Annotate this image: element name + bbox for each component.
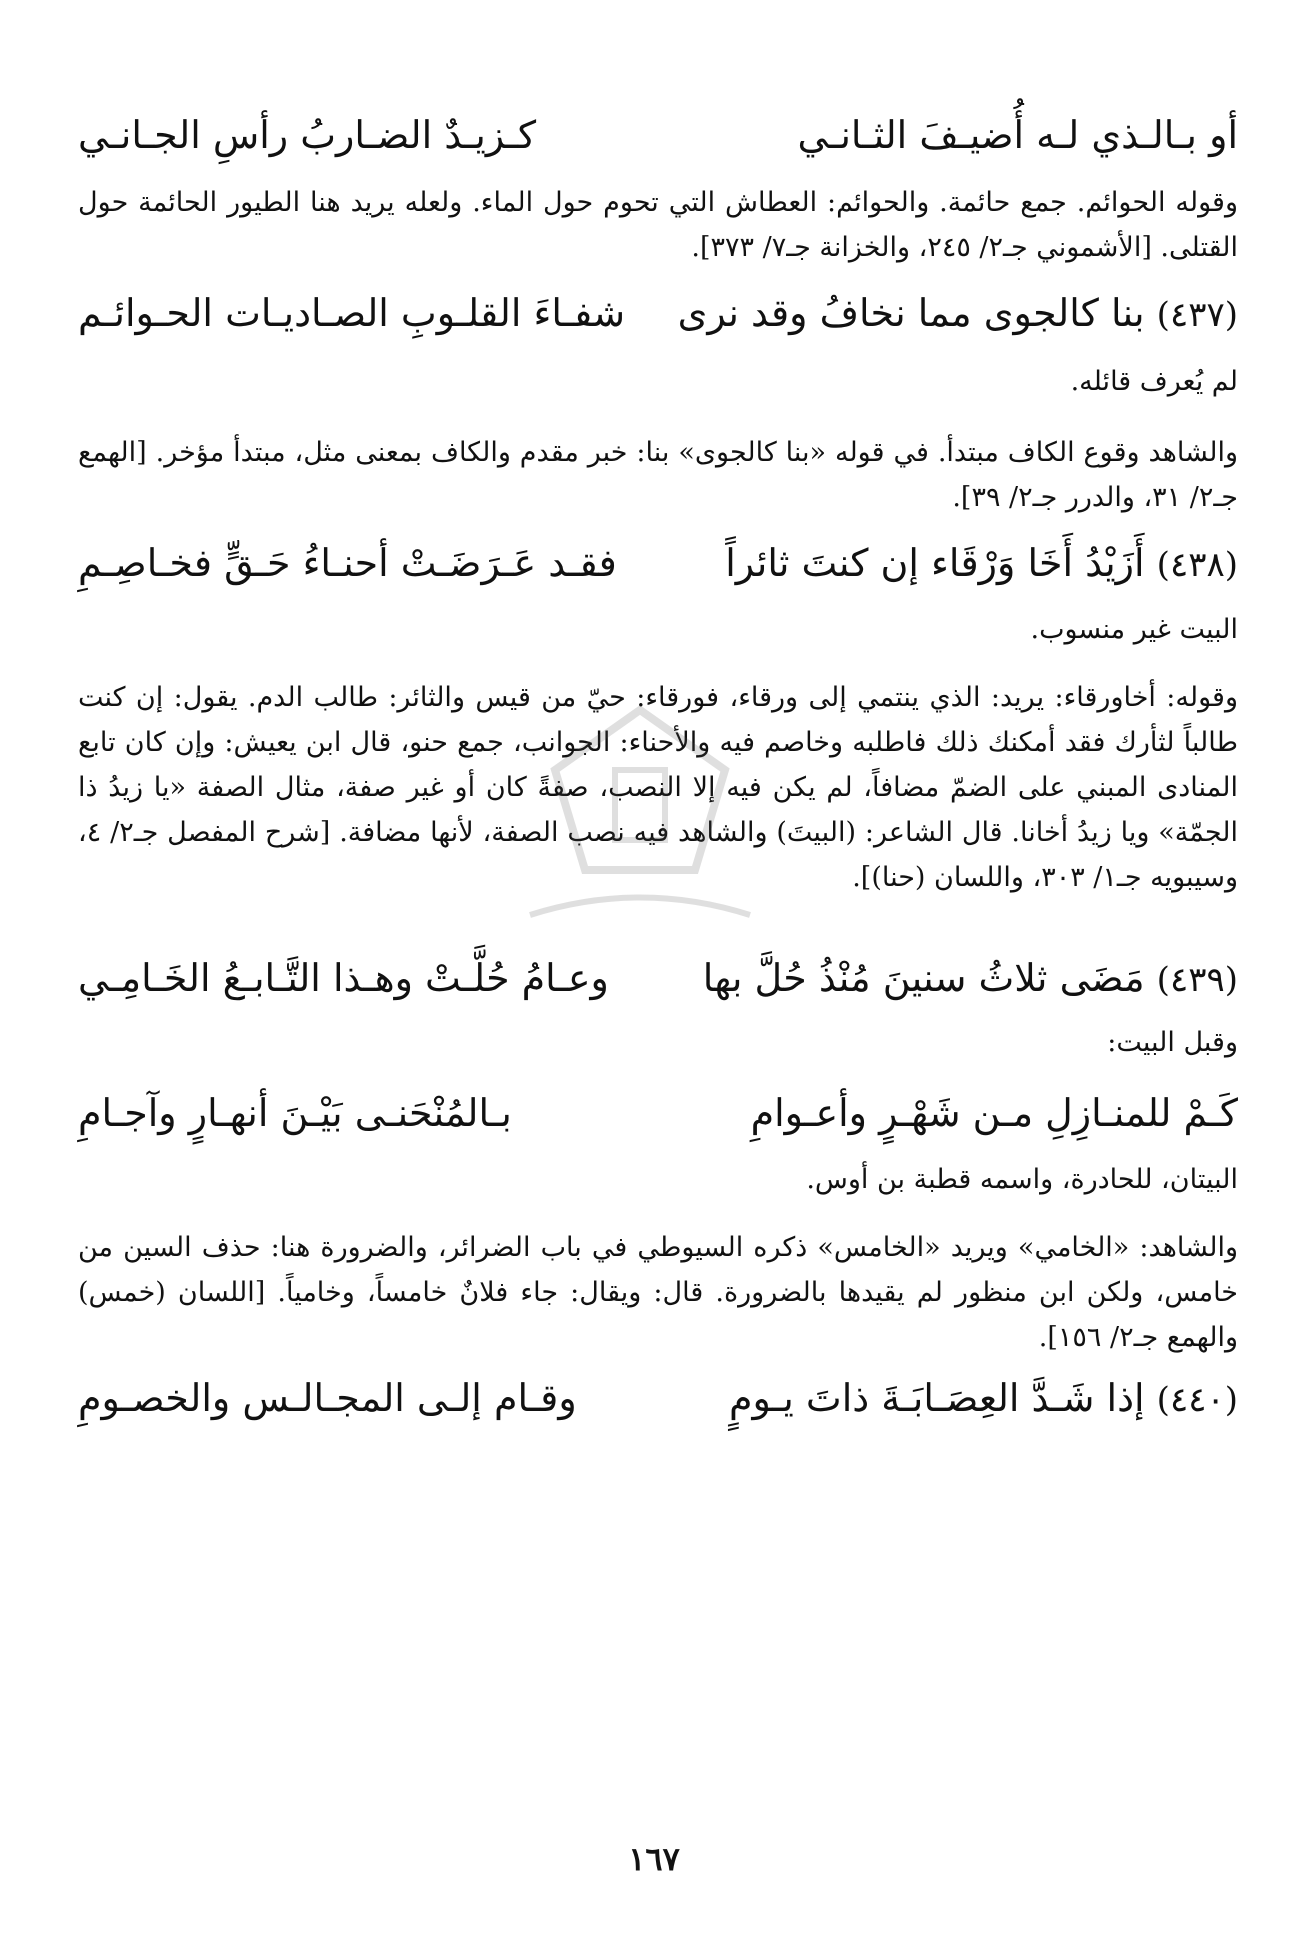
verse-preceding	[78, 1090, 1238, 1136]
paragraph-2: والشاهد وقوع الكاف مبتدأ. في قوله «بنا كالجوى» بنا: خبر مقدم والكاف بمعنى مثل، مبتدأ مؤخر. [الهمع جـ٢/ ٣١، والدرر جـ٢/ ٣٩].	[78, 437, 1238, 513]
page-number: ١٦٧	[628, 1840, 680, 1878]
verse-preceding-second-hemistich: بـالمُنْحَنـى بَيْـنَ أنهـارٍ وآجـامِ	[78, 1091, 512, 1135]
verse-preceding-first-hemistich: كَـمْ للمنـازِلِ مـن شَهْـرٍ وأعـوامِ	[750, 1091, 1238, 1135]
verse-438-first-hemistich: أَزَيْدُ أَخَا وَرْقَاء إن كنتَ ثائراً	[725, 541, 1145, 585]
verse-440	[78, 1375, 1238, 1423]
verse-437-first-hemistich: بنا كالجوى مما نخافُ وقد نرى	[677, 291, 1145, 335]
verse-439	[78, 955, 1238, 1003]
note-437: لم يُعرف قائله.	[1070, 366, 1238, 397]
note-438: البيت غير منسوب.	[1030, 614, 1238, 645]
verse-437-second-hemistich: شفـاءَ القلـوبِ الصـاديـات الحـوائـم	[78, 291, 626, 335]
paragraph-4: والشاهد: «الخامي» ويريد «الخامس» ذكره السيوطي في باب الضرائر، والضرورة هنا: حذف السين من خامس، ولكن ابن منظور لم يقيدها بالضرورة. قال: ويقال: جاء فلانٌ خامساً، وخامياً. [اللسان (خمس) والهمع جـ٢/ ١٥٦].	[78, 1232, 1238, 1353]
verse-438-number: (٤٣٨)	[1156, 545, 1238, 585]
verse-438-second-hemistich: فقـد عَـرَضَـتْ أحنـاءُ حَـقٍّ فخـاصِـمِ	[78, 541, 617, 585]
verse-439-number: (٤٣٩)	[1156, 960, 1238, 1000]
paragraph-1: وقوله الحوائم. جمع حائمة. والحوائم: العطاش التي تحوم حول الماء. ولعله يريد هنا الطيور الحائمة حول القتلى. [الأشموني جـ٢/ ٢٤٥، والخزانة جـ٧/ ٣٧٣].	[78, 187, 1238, 263]
verse-437	[78, 290, 1238, 338]
verse-top	[78, 112, 1238, 158]
library-seal-watermark-icon	[510, 700, 770, 940]
verse-440-first-hemistich: إذا شَـدَّ العِصَـابَـةَ ذاتَ يـومٍ	[728, 1376, 1145, 1420]
verse-439-second-hemistich: وعـامُ حُلَّـتْ وهـذا التَّـابـعُ الخَـامِـي	[78, 956, 609, 1000]
verse-438	[78, 540, 1238, 588]
verse-top-second-hemistich: كـزيـدٌ الضـاربُ رأسِ الجـانـي	[78, 113, 537, 157]
paragraph-3: وقوله: أخاورقاء: يريد: الذي ينتمي إلى ورقاء، فورقاء: حيّ من قيس والثائر: طالب الدم. يقول: إن كنت طالباً لثأرك فقد أمكنك ذلك فاطلبه وخاصم فيه والأحناء: الجوانب، جمع حنو، قال ابن يعيش: وإن كان تابع المنادى المبني على الضمّ مضافاً، لم يكن فيه إلا النصب، صفةً كان أو غير صفة، مثال الصفة «يا زيدُ ذا الجمّة» ويا زيدُ أخانا. قال الشاعر: (البيتَ) والشاهد فيه نصب الصفة، لأنها مضافة. [شرح المفصل جـ٢/ ٤، وسيبويه جـ١/ ٣٠٣، واللسان (حنا)].	[78, 682, 1238, 893]
note-preceding: البيتان، للحادرة، واسمه قطبة بن أوس.	[806, 1164, 1238, 1195]
verse-top-first-hemistich: أو بـالـذي لـه أُضيـفَ الثـانـي	[797, 113, 1238, 157]
note-439: وقبل البيت:	[1107, 1027, 1238, 1058]
verse-440-second-hemistich: وقـام إلـى المجـالـس والخصـومِ	[78, 1376, 577, 1420]
verse-440-number: (٤٤٠)	[1156, 1380, 1238, 1420]
verse-437-number: (٤٣٧)	[1156, 295, 1238, 335]
verse-439-first-hemistich: مَضَى ثلاثُ سنينَ مُنْذُ حُلَّ بها	[702, 956, 1145, 1000]
